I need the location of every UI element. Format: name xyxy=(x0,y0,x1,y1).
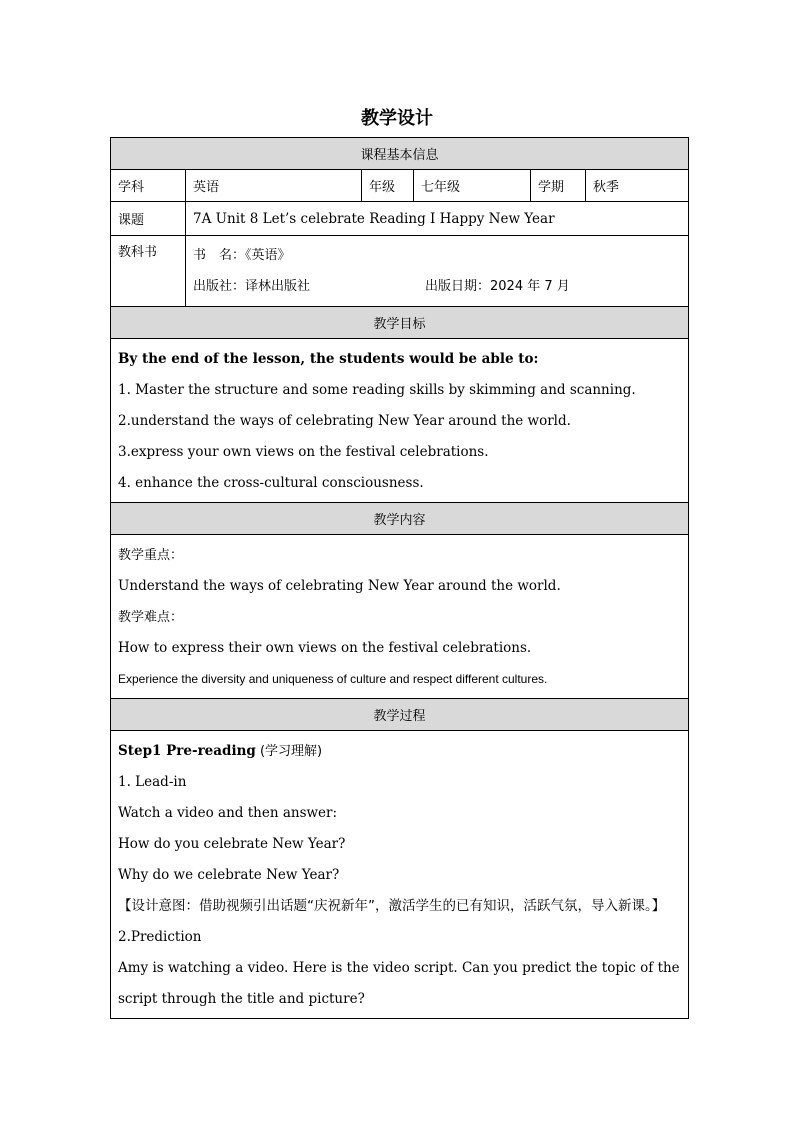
textbook-label: 教科书 xyxy=(111,236,186,307)
subject-label: 学科 xyxy=(111,170,186,202)
prediction-text: Amy is watching a video. Here is the video script. Can you predict the topic of the script through the title and picture? xyxy=(118,960,680,1007)
watch-instruction: Watch a video and then answer: xyxy=(118,805,338,821)
key-points-label: 教学重点： xyxy=(118,548,184,563)
lead-in: 1. Lead-in xyxy=(118,774,187,790)
question-1: How do you celebrate New Year? xyxy=(118,836,346,852)
objective-item: 4. enhance the cross-cultural consciousness. xyxy=(118,475,424,491)
term-value: 秋季 xyxy=(586,170,689,202)
question-2: Why do we celebrate New Year? xyxy=(118,867,340,883)
objective-item: 3.express your own views on the festival celebrations. xyxy=(118,444,489,460)
objectives-body xyxy=(111,339,689,503)
section-header-process: 教学过程 xyxy=(111,699,689,731)
page-title: 教学设计 xyxy=(361,108,433,129)
publisher: 出版社：译林出版社 xyxy=(193,279,311,294)
topic-value: 7A Unit 8 Let’s celebrate Reading Ⅰ Happy New Year xyxy=(186,202,689,236)
publisher-row xyxy=(193,271,681,302)
textbook-info xyxy=(186,236,689,307)
publish-date: 出版日期：2024 年 7 月 xyxy=(425,279,570,294)
step1-note: (学习理解) xyxy=(255,744,323,759)
difficult-points-text: How to express their own views on the festival celebrations. xyxy=(118,640,532,656)
step1-title: Step1 Pre-reading xyxy=(118,743,256,759)
section-header-basic-info: 课程基本信息 xyxy=(111,138,689,170)
difficult-points-label: 教学难点： xyxy=(118,610,184,625)
step1-heading xyxy=(118,736,681,767)
prediction-heading: 2.Prediction xyxy=(118,929,202,945)
objectives-intro: By the end of the lesson, the students would be able to: xyxy=(118,351,539,367)
content-body xyxy=(111,535,689,699)
grade-value: 七年级 xyxy=(414,170,531,202)
book-name: 书 名：《英语》 xyxy=(193,248,291,263)
section-header-content: 教学内容 xyxy=(111,503,689,535)
design-intent: 【设计意图：借助视频引出话题“庆祝新年”，激活学生的已有知识，活跃气氛，导入新课。】 xyxy=(118,898,666,914)
lesson-plan-table xyxy=(110,137,689,1019)
process-body xyxy=(111,731,689,1019)
term-label: 学期 xyxy=(531,170,586,202)
topic-label: 课题 xyxy=(111,202,186,236)
difficult-points-text-2: Experience the diversity and uniqueness of culture and respect different cultures. xyxy=(118,672,548,686)
subject-value: 英语 xyxy=(186,170,362,202)
key-points-text: Understand the ways of celebrating New Year around the world. xyxy=(118,578,561,594)
objective-item: 2.understand the ways of celebrating New Year around the world. xyxy=(118,413,571,429)
objective-item: 1. Master the structure and some reading skills by skimming and scanning. xyxy=(118,382,636,398)
section-header-objectives: 教学目标 xyxy=(111,307,689,339)
grade-label: 年级 xyxy=(362,170,414,202)
